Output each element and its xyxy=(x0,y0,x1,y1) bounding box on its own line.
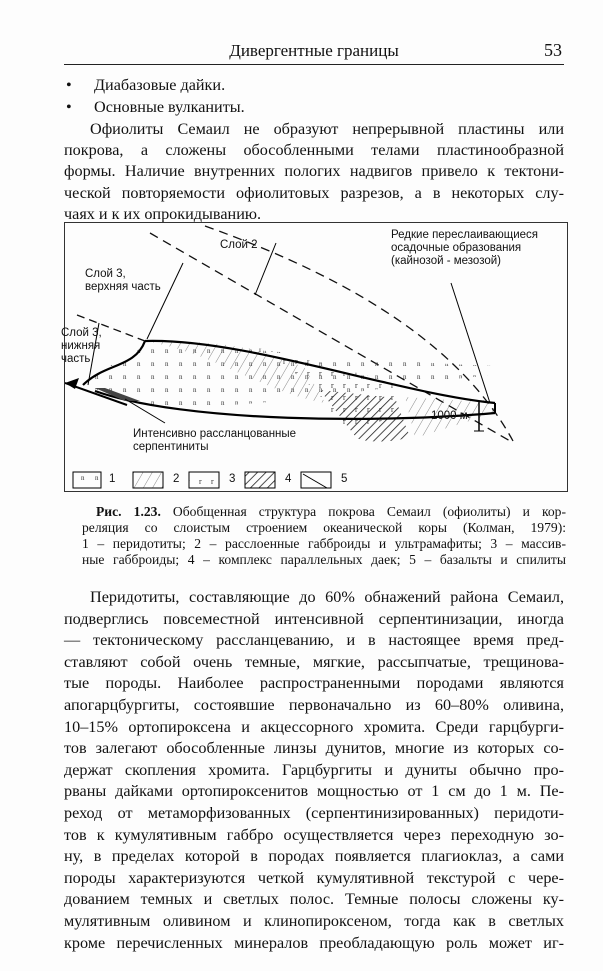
text-line: реход от метаморфизованных (серпентинизированных) перидоти- xyxy=(64,804,564,822)
label-serpentinites: Интенсивно рассланцованные серпентиниты xyxy=(133,428,297,453)
label-layer3-upper: Слой 3, верхняя часть xyxy=(85,268,161,293)
arrow-layer2 xyxy=(255,243,276,295)
text-line: формы. Наличие внутренних пологих надвигов привело к тектони- xyxy=(64,162,564,181)
text-line: рваны дайками ортопироксенитов мощностью от 1 см до 1 м. Пе- xyxy=(64,782,564,801)
text-line: покрова, а сложены обособленными телами пластинообразной xyxy=(64,141,564,160)
figure-1-23 xyxy=(61,222,568,492)
text-line: ческой повторяемости офиолитовых разрезов, а в некоторых слу- xyxy=(64,183,564,202)
text-line: 10–15% ортопироксена и акцессорного хромита. Среди гарцбурги- xyxy=(64,717,564,736)
text-line: тов к кумулятивным габбро осуществляется через переходную зо- xyxy=(64,825,564,844)
running-header xyxy=(64,38,564,65)
legend-label-5: 5 xyxy=(341,473,348,485)
figure-caption-line: Рис. 1.23. Обобщенная структура покрова Семаил (офиолиты) и кор- xyxy=(96,504,566,519)
legend-label-4: 4 xyxy=(285,473,292,485)
bullet-item: • Основные вулканиты. xyxy=(66,98,245,116)
label-scale: 1000 м xyxy=(431,410,468,422)
figure-caption-line: ные габброиды; 4 – комплекс параллельных даек; 5 – базальты и спилиты xyxy=(82,552,566,567)
text-line: ну, в пределах которой в породах появляется плагиоклаз, а сами xyxy=(64,847,564,866)
legend-label-3: 3 xyxy=(229,473,236,485)
label-layer2: Слой 2 xyxy=(220,239,258,251)
text-line: апогарцбургиты, состоявшие первоначально из 60–80% оливина, xyxy=(64,696,564,714)
text-line: тов залегают обособленные линзы дунитов, многие из которых со- xyxy=(64,739,564,758)
label-layer3-lower: Слой 3, нижняя часть xyxy=(61,327,102,365)
legend-label-2: 2 xyxy=(173,473,180,485)
arrow-sediments xyxy=(451,283,490,403)
text-line: кроме перечисленных минералов преобладающую роль может иг- xyxy=(64,933,564,952)
text-line: породы характеризуются четкой кумулятивной текстурой с чере- xyxy=(64,868,564,887)
legend-label-1: 1 xyxy=(109,473,116,485)
text-line: Перидотиты, составляющие до 60% обнажений района Семаил, xyxy=(90,588,564,606)
text-line: ставляют собой очень темные, мягкие, рассыпчатые, трещинова- xyxy=(64,652,564,671)
text-line: держат скопления хромита. Гарцбургиты и дуниты обычно про- xyxy=(64,760,564,779)
text-line: подверглись повсеместной интенсивной серпентинизации, иногда xyxy=(64,609,564,628)
text-line: чаях и к их опрокидыванию. xyxy=(64,204,262,223)
text-line: тые породы. Наиболее распространенными породами являются xyxy=(64,674,564,693)
text-line: Офиолиты Семаил не образуют непрерывной пластины или xyxy=(90,120,564,138)
text-line: дованием темных и светлых полос. Темные полосы сложены ку- xyxy=(64,890,564,909)
text-line: мулятивным оливином и клинопироксеном, тогда как в светлых xyxy=(64,912,564,930)
figure-caption-line: 1 – перидотиты; 2 – расслоенные габброиды и ультрамафиты; 3 – массив- xyxy=(82,536,566,551)
page-number: 53 xyxy=(544,40,562,60)
chapter-title: Дивергентные границы xyxy=(229,41,399,60)
text-line: — тектоническому рассланцеванию, и в настоящее время пред- xyxy=(64,631,564,650)
bullet-item: • Диабазовые дайки. xyxy=(66,76,226,94)
label-sediments: Редкие переслаивающиеся осадочные образования (кайнозой - мезозой) xyxy=(391,229,539,267)
figure-caption-line: реляция со слоистым строением океанической коры (Колман, 1979): xyxy=(82,520,566,535)
